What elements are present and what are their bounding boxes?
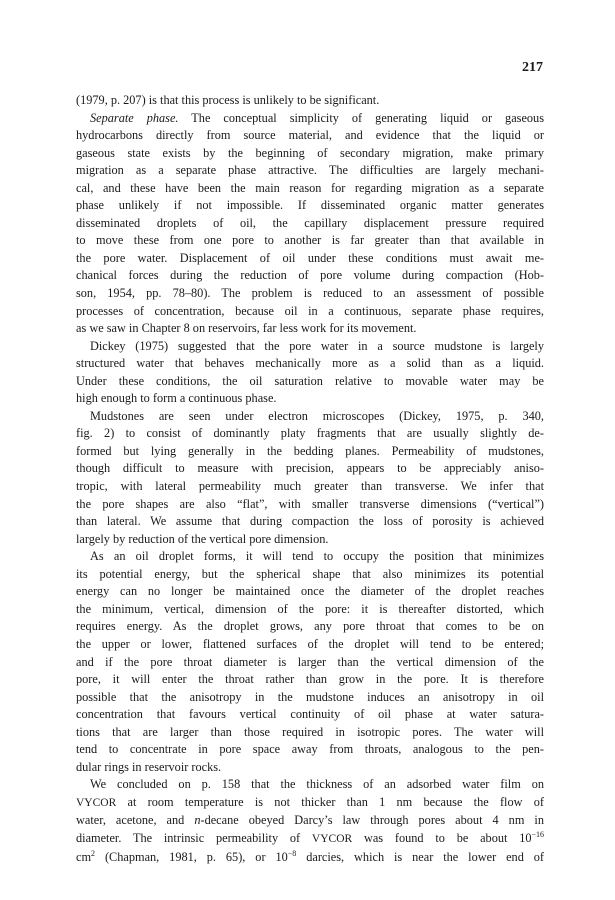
text-line: dular rings in reservoir rocks. [76,759,222,774]
body-text [76,92,544,866]
paragraph-separate-phase [76,110,544,338]
text-line: the pore shapes are also “flat”, with smaller transverse dimensions (“vertical”) [76,496,544,511]
superscript: 2 [91,848,96,858]
text-line: hydrocarbons directly from source material, and evidence that the liquid or [76,128,544,143]
italic-term: n [194,813,201,828]
text-line: though difficult to measure with precision, appears to be appreciably aniso- [76,461,544,476]
text-run: We concluded on p. 158 that the thickness of an adsorbed water film on [90,777,544,792]
text-line: structured water that behaves mechanically more as a solid than as a liquid. [76,356,544,371]
paragraph-vycor [76,776,544,866]
text-line: (1979, p. 207) is that this process is unlikely to be significant. [76,93,380,107]
text-run: diameter. The intrinsic permeability of [76,830,312,845]
superscript: −16 [531,829,545,839]
text-line: largely by reduction of the vertical pore dimension. [76,531,329,546]
text-run: cm [76,849,92,864]
text-line [76,812,544,830]
text-line: to move these from one pore to another is far greater than that available in [76,233,544,248]
text-line: requires energy. As the droplet grows, any pore throat that comes to be on [76,619,544,634]
text-line: fig. 2) to consist of dominantly platy fragments that are usually slightly de- [76,426,544,441]
text-line: Mudstones are seen under electron microscopes (Dickey, 1975, p. 340, [90,408,544,423]
text-line: the minimum, vertical, dimension of the pore: it is thereafter distorted, which [76,601,544,616]
text-line: the upper or lower, flattened surfaces of the droplet will tend to be entered; [76,636,544,651]
text-line [76,849,544,867]
text-run: at room temperature is not thicker than 1 nm because the flow of [116,794,544,809]
text-line: pore, it will enter the throat rather than grow in the pore. It is therefore [76,672,544,687]
text-line: concentration that favours vertical continuity of oil phase at water satura- [76,707,544,722]
page-number: 217 [522,60,543,75]
text-line: tions that are larger than those required in isotropic pores. The water will [76,724,544,739]
text-line [76,794,544,813]
paragraph-mudstones [76,408,544,548]
text-line: As an oil droplet forms, it will tend to occupy the position that minimizes [90,549,544,564]
paragraph-oil-droplet [76,548,544,776]
text-line: energy can no longer be maintained once the diameter of the droplet reaches [76,584,544,599]
text-line: gaseous state exists by the beginning of secondary migration, make primary [76,145,544,160]
text-line: tropic, with lateral permeability much greater than transverse. We infer that [76,479,544,494]
text-line: its potential energy, but the spherical shape that also minimizes its potential [76,566,544,581]
text-line: than lateral. We assume that during compaction the loss of porosity is achieved [76,514,544,529]
superscript: −8 [287,848,297,858]
text-line: formed but lying generally in the bedding planes. Permeability of mudstones, [76,443,544,458]
text-line: son, 1954, pp. 78–80). The problem is reduced to an assessment of possible [76,286,544,301]
text-line: phase unlikely if not impossible. If disseminated organic matter generates [76,198,544,213]
small-caps-term: VYCOR [76,796,117,809]
paragraph-dickey [76,338,544,408]
text-line [76,830,544,849]
text-line: possible that the anisotropy in the mudstone induces an anisotropy in oil [76,689,544,704]
text-line: high enough to form a continuous phase. [76,391,277,406]
text-line: cal, and these have been the main reason for regarding migration as a separate [76,180,544,195]
text-line [76,776,544,794]
text-run: -decane obeyed Darcy’s law through pores about 4 nm in [200,813,544,828]
text-line: migration as a separate phase attractive. The difficulties are largely mechani- [76,163,544,178]
text-line: processes of concentration, because oil in a continuous, separate phase requires, [76,303,544,318]
text-line: the pore water. Displacement of oil under these conditions must await me- [76,250,544,265]
text-run: (Chapman, 1981, p. 65), or 10 [95,849,288,864]
text-line: Dickey (1975) suggested that the pore water in a source mudstone is largely [90,338,544,353]
section-run-in-heading: Separate phase. [90,110,179,125]
text-line: Under these conditions, the oil saturation relative to movable water may be [76,373,544,388]
text-run: darcies, which is near the lower end of [296,849,545,864]
text-line: disseminated droplets of oil, the capillary displacement pressure required [76,215,544,230]
small-caps-term: VYCOR [311,832,353,845]
text-line: chanical forces during the reduction of pore volume during compaction (Hob- [76,268,544,283]
text-line: as we saw in Chapter 8 on reservoirs, far less work for its movement. [76,321,417,336]
text-run: water, acetone, and [76,813,195,828]
text-line: Separate phase. The conceptual simplicity of generating liquid or gaseous [90,110,544,125]
text-line: tend to concentrate in pore space away from throats, analogous to the pen- [76,742,544,757]
text-line: and if the pore throat diameter is larger than the vertical dimension of the [76,654,544,669]
paragraph-1 [76,92,544,110]
text-run: was found to be about 10 [352,830,532,845]
